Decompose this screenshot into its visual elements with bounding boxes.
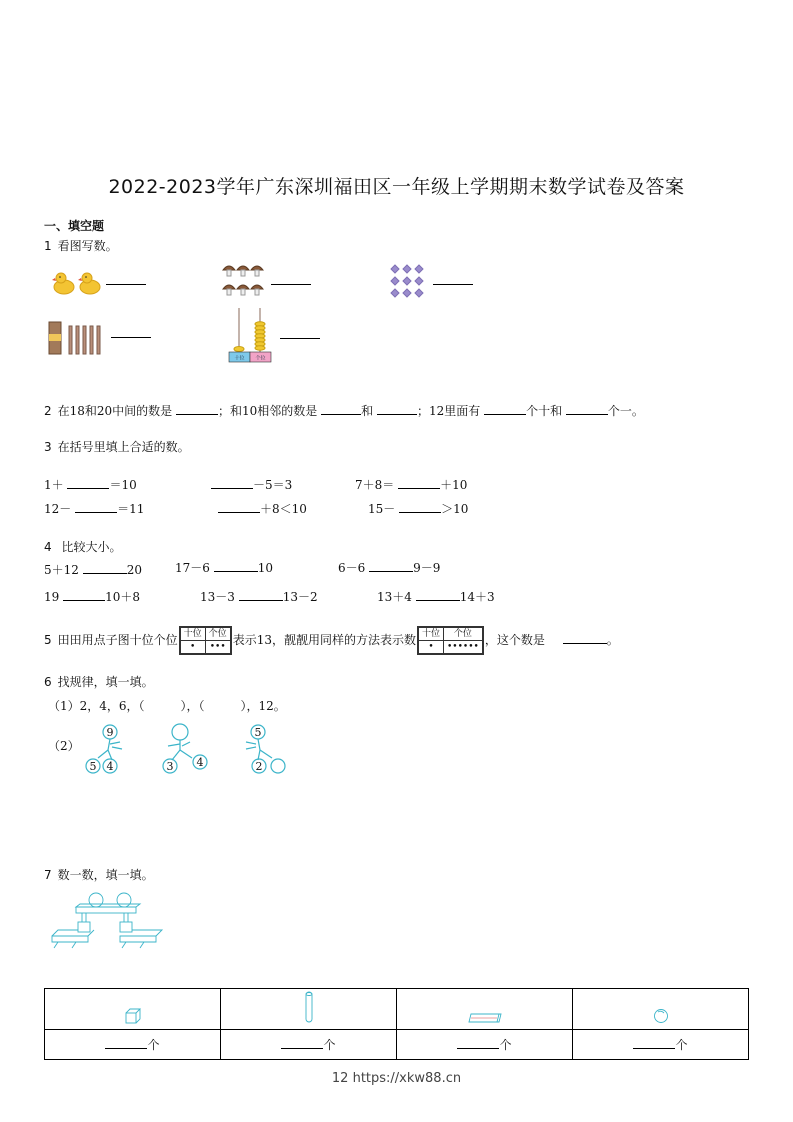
answer-blank[interactable] bbox=[457, 1036, 499, 1049]
equation: ＋8＜10 bbox=[218, 500, 307, 517]
comparison: 19 10＋8 bbox=[44, 590, 141, 604]
equation: 15－ ＞10 bbox=[368, 502, 469, 516]
answer-blank[interactable] bbox=[271, 284, 311, 285]
question-4-prompt: 4 比较大小。 bbox=[44, 540, 122, 554]
question-5: 5 田田用点子图十位个位 十位 个位 • ••• 表示13，靓靓用同样的方法表示数 十位 个位 • •••••• ，这个数是 。 bbox=[44, 626, 619, 655]
sequence-question: （1）2，4，6，（ ），（ ），12。 bbox=[48, 699, 286, 713]
duck-icon bbox=[52, 270, 104, 300]
place-value-table: 十位 个位 • ••• bbox=[179, 626, 232, 655]
svg-text:4: 4 bbox=[106, 760, 114, 773]
question-2: 2 在18和20中间的数是 ；和10相邻的数是 和 ；12里面有 个十和 个一。 bbox=[44, 404, 644, 418]
answer-blank[interactable] bbox=[416, 588, 460, 601]
question-1-prompt: 1 看图写数。 bbox=[44, 239, 118, 253]
number-tree-figures bbox=[80, 722, 300, 782]
answer-cell: 个 bbox=[45, 1030, 221, 1060]
question-7-prompt: 7 数一数，填一填。 bbox=[44, 868, 154, 882]
comparison: 13＋4 14＋3 bbox=[377, 590, 495, 604]
equation: 7＋8＝ ＋10 bbox=[355, 478, 468, 492]
answer-blank[interactable] bbox=[75, 500, 117, 513]
answer-blank[interactable] bbox=[281, 1036, 323, 1049]
answer-blank[interactable] bbox=[63, 588, 105, 601]
answer-blank[interactable] bbox=[399, 500, 441, 513]
svg-text:3: 3 bbox=[166, 760, 174, 773]
mushroom-icon bbox=[222, 263, 266, 303]
comparison: 13－3 13－2 bbox=[200, 590, 318, 604]
answer-blank[interactable] bbox=[633, 1036, 675, 1049]
answer-blank[interactable] bbox=[239, 588, 283, 601]
question-6-prompt: 6 找规律，填一填。 bbox=[44, 675, 154, 689]
answer-blank[interactable] bbox=[566, 402, 608, 415]
answer-blank[interactable] bbox=[67, 476, 109, 489]
page-title: 2022-2023学年广东深圳福田区一年级上学期期末数学试卷及答案 bbox=[108, 176, 685, 198]
answer-blank[interactable] bbox=[106, 284, 146, 285]
answer-blank[interactable] bbox=[433, 284, 473, 285]
comparison: 6－6 9－9 bbox=[338, 561, 441, 575]
cylinder-cell bbox=[221, 989, 397, 1030]
section-heading: 一、填空题 bbox=[44, 219, 105, 233]
answer-blank[interactable] bbox=[398, 476, 440, 489]
answer-blank[interactable] bbox=[369, 559, 413, 572]
page-footer: 12 https://xkw88.cn bbox=[331, 1071, 462, 1086]
answer-cell: 个 bbox=[221, 1030, 397, 1060]
equation: －5＝3 bbox=[211, 476, 292, 493]
purple-diamond-icon bbox=[390, 264, 424, 302]
svg-text:十位: 十位 bbox=[234, 355, 245, 362]
answer-blank[interactable] bbox=[111, 337, 151, 338]
svg-text:2: 2 bbox=[255, 760, 263, 773]
sub-label: （2） bbox=[48, 739, 80, 753]
abacus-icon bbox=[228, 308, 272, 368]
cuboid-cell bbox=[397, 989, 573, 1030]
answer-blank[interactable] bbox=[321, 402, 361, 415]
cylinder-icon bbox=[304, 990, 314, 1024]
svg-text:5: 5 bbox=[254, 726, 262, 739]
svg-text:个位: 个位 bbox=[255, 355, 266, 362]
answer-blank[interactable] bbox=[280, 338, 320, 339]
equation: 1＋ ＝10 bbox=[44, 478, 137, 492]
sphere-icon bbox=[653, 1008, 669, 1024]
answer-cell: 个 bbox=[573, 1030, 749, 1060]
equation: 12－ ＝11 bbox=[44, 502, 145, 516]
comparison: 5＋12 20 bbox=[44, 563, 143, 577]
answer-blank[interactable] bbox=[218, 500, 260, 513]
sphere-cell bbox=[573, 989, 749, 1030]
answer-blank[interactable] bbox=[105, 1036, 147, 1049]
count-table bbox=[44, 988, 749, 1060]
place-value-table: 十位 个位 • •••••• bbox=[417, 626, 484, 655]
svg-text:5: 5 bbox=[89, 760, 97, 773]
answer-cell: 个 bbox=[397, 1030, 573, 1060]
svg-text:9: 9 bbox=[106, 726, 114, 739]
answer-blank[interactable] bbox=[83, 561, 127, 574]
answer-blank[interactable] bbox=[214, 559, 258, 572]
sticks-bundle-icon bbox=[48, 320, 106, 360]
answer-blank[interactable] bbox=[377, 402, 417, 415]
comparison: 17－6 10 bbox=[175, 561, 274, 575]
svg-text:4: 4 bbox=[196, 756, 204, 769]
answer-blank[interactable] bbox=[211, 476, 253, 489]
cube-icon bbox=[124, 1008, 142, 1024]
answer-blank[interactable] bbox=[484, 402, 526, 415]
answer-blank[interactable] bbox=[176, 402, 218, 415]
cuboid-icon bbox=[467, 1010, 503, 1024]
cube-cell bbox=[45, 989, 221, 1030]
question-3-prompt: 3 在括号里填上合适的数。 bbox=[44, 440, 190, 454]
block-structure-figure bbox=[48, 890, 168, 956]
answer-blank[interactable] bbox=[563, 631, 607, 644]
